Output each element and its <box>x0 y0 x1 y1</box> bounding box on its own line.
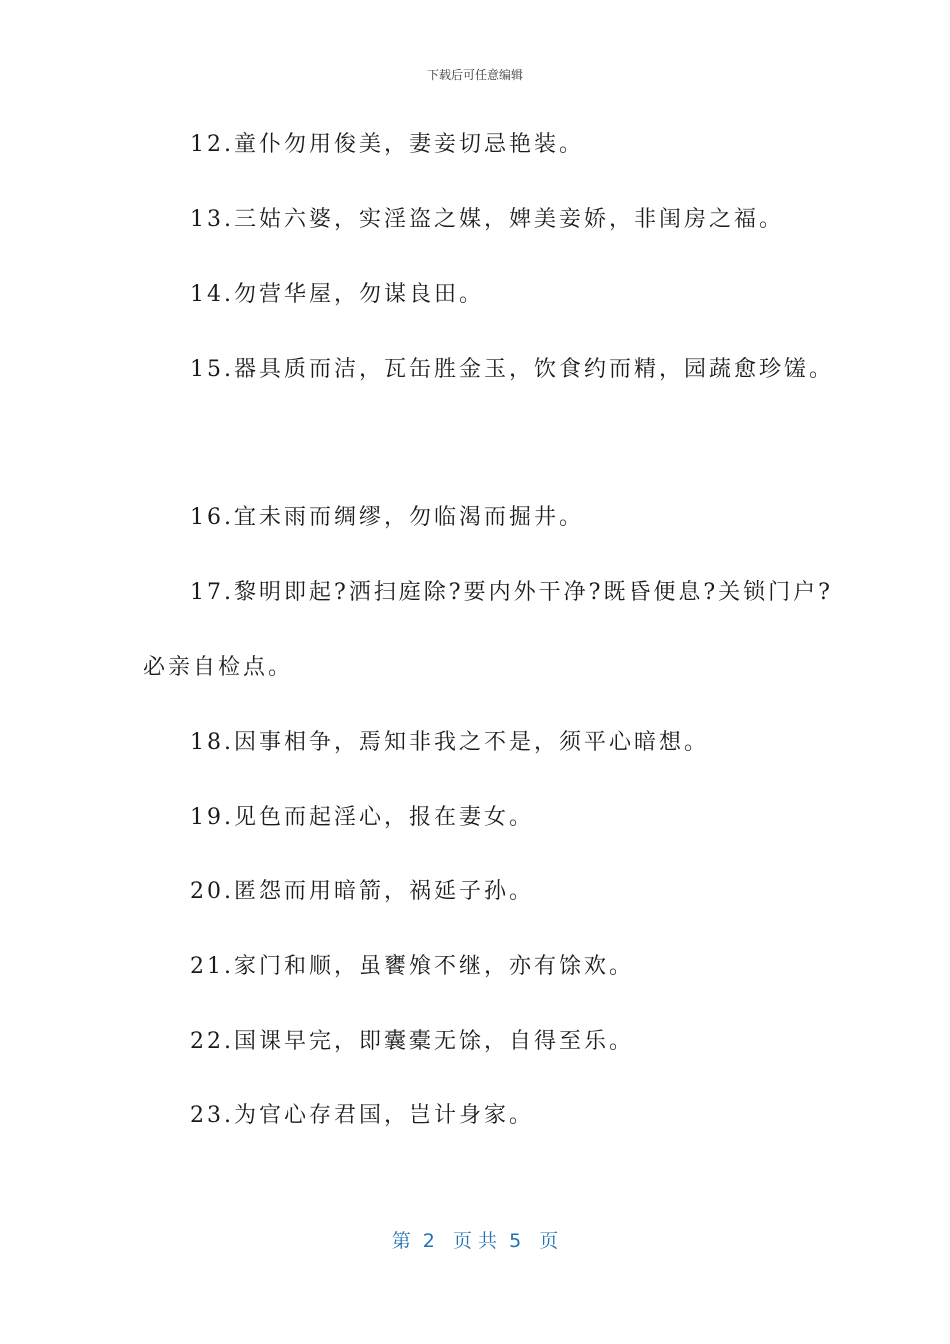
text-line-23: 23.为官心存君国，岂计身家。 <box>190 1103 534 1128</box>
text-line-12: 12.童仆勿用俊美，妻妾切忌艳装。 <box>190 132 584 157</box>
text-line-17-continued: 必亲自检点。 <box>143 655 294 680</box>
text-line-20: 20.匿怨而用暗箭，祸延子孙。 <box>190 879 534 904</box>
text-line-22: 22.国课早完，即囊橐无馀，自得至乐。 <box>190 1029 634 1054</box>
text-line-17: 17.黎明即起?洒扫庭除?要内外干净?既昏便息?关锁门户? <box>190 580 833 605</box>
text-line-16: 16.宜未雨而绸缪，勿临渴而掘井。 <box>190 505 584 530</box>
text-line-14: 14.勿营华屋，勿谋良田。 <box>190 282 484 307</box>
text-line-19: 19.见色而起淫心，报在妻女。 <box>190 805 534 830</box>
page-number-footer: 第 2 页 共 5 页 <box>391 1230 559 1252</box>
text-line-13: 13.三姑六婆，实淫盗之媒，婢美妾娇，非闺房之福。 <box>190 207 784 232</box>
header-note: 下载后可任意编辑 <box>426 68 523 82</box>
text-line-18: 18.因事相争，焉知非我之不是，须平心暗想。 <box>190 730 709 755</box>
text-line-21: 21.家门和顺，虽饔飧不继，亦有馀欢。 <box>190 954 634 979</box>
text-line-15: 15.器具质而洁，瓦缶胜金玉，饮食约而精，园蔬愈珍馐。 <box>190 357 834 382</box>
